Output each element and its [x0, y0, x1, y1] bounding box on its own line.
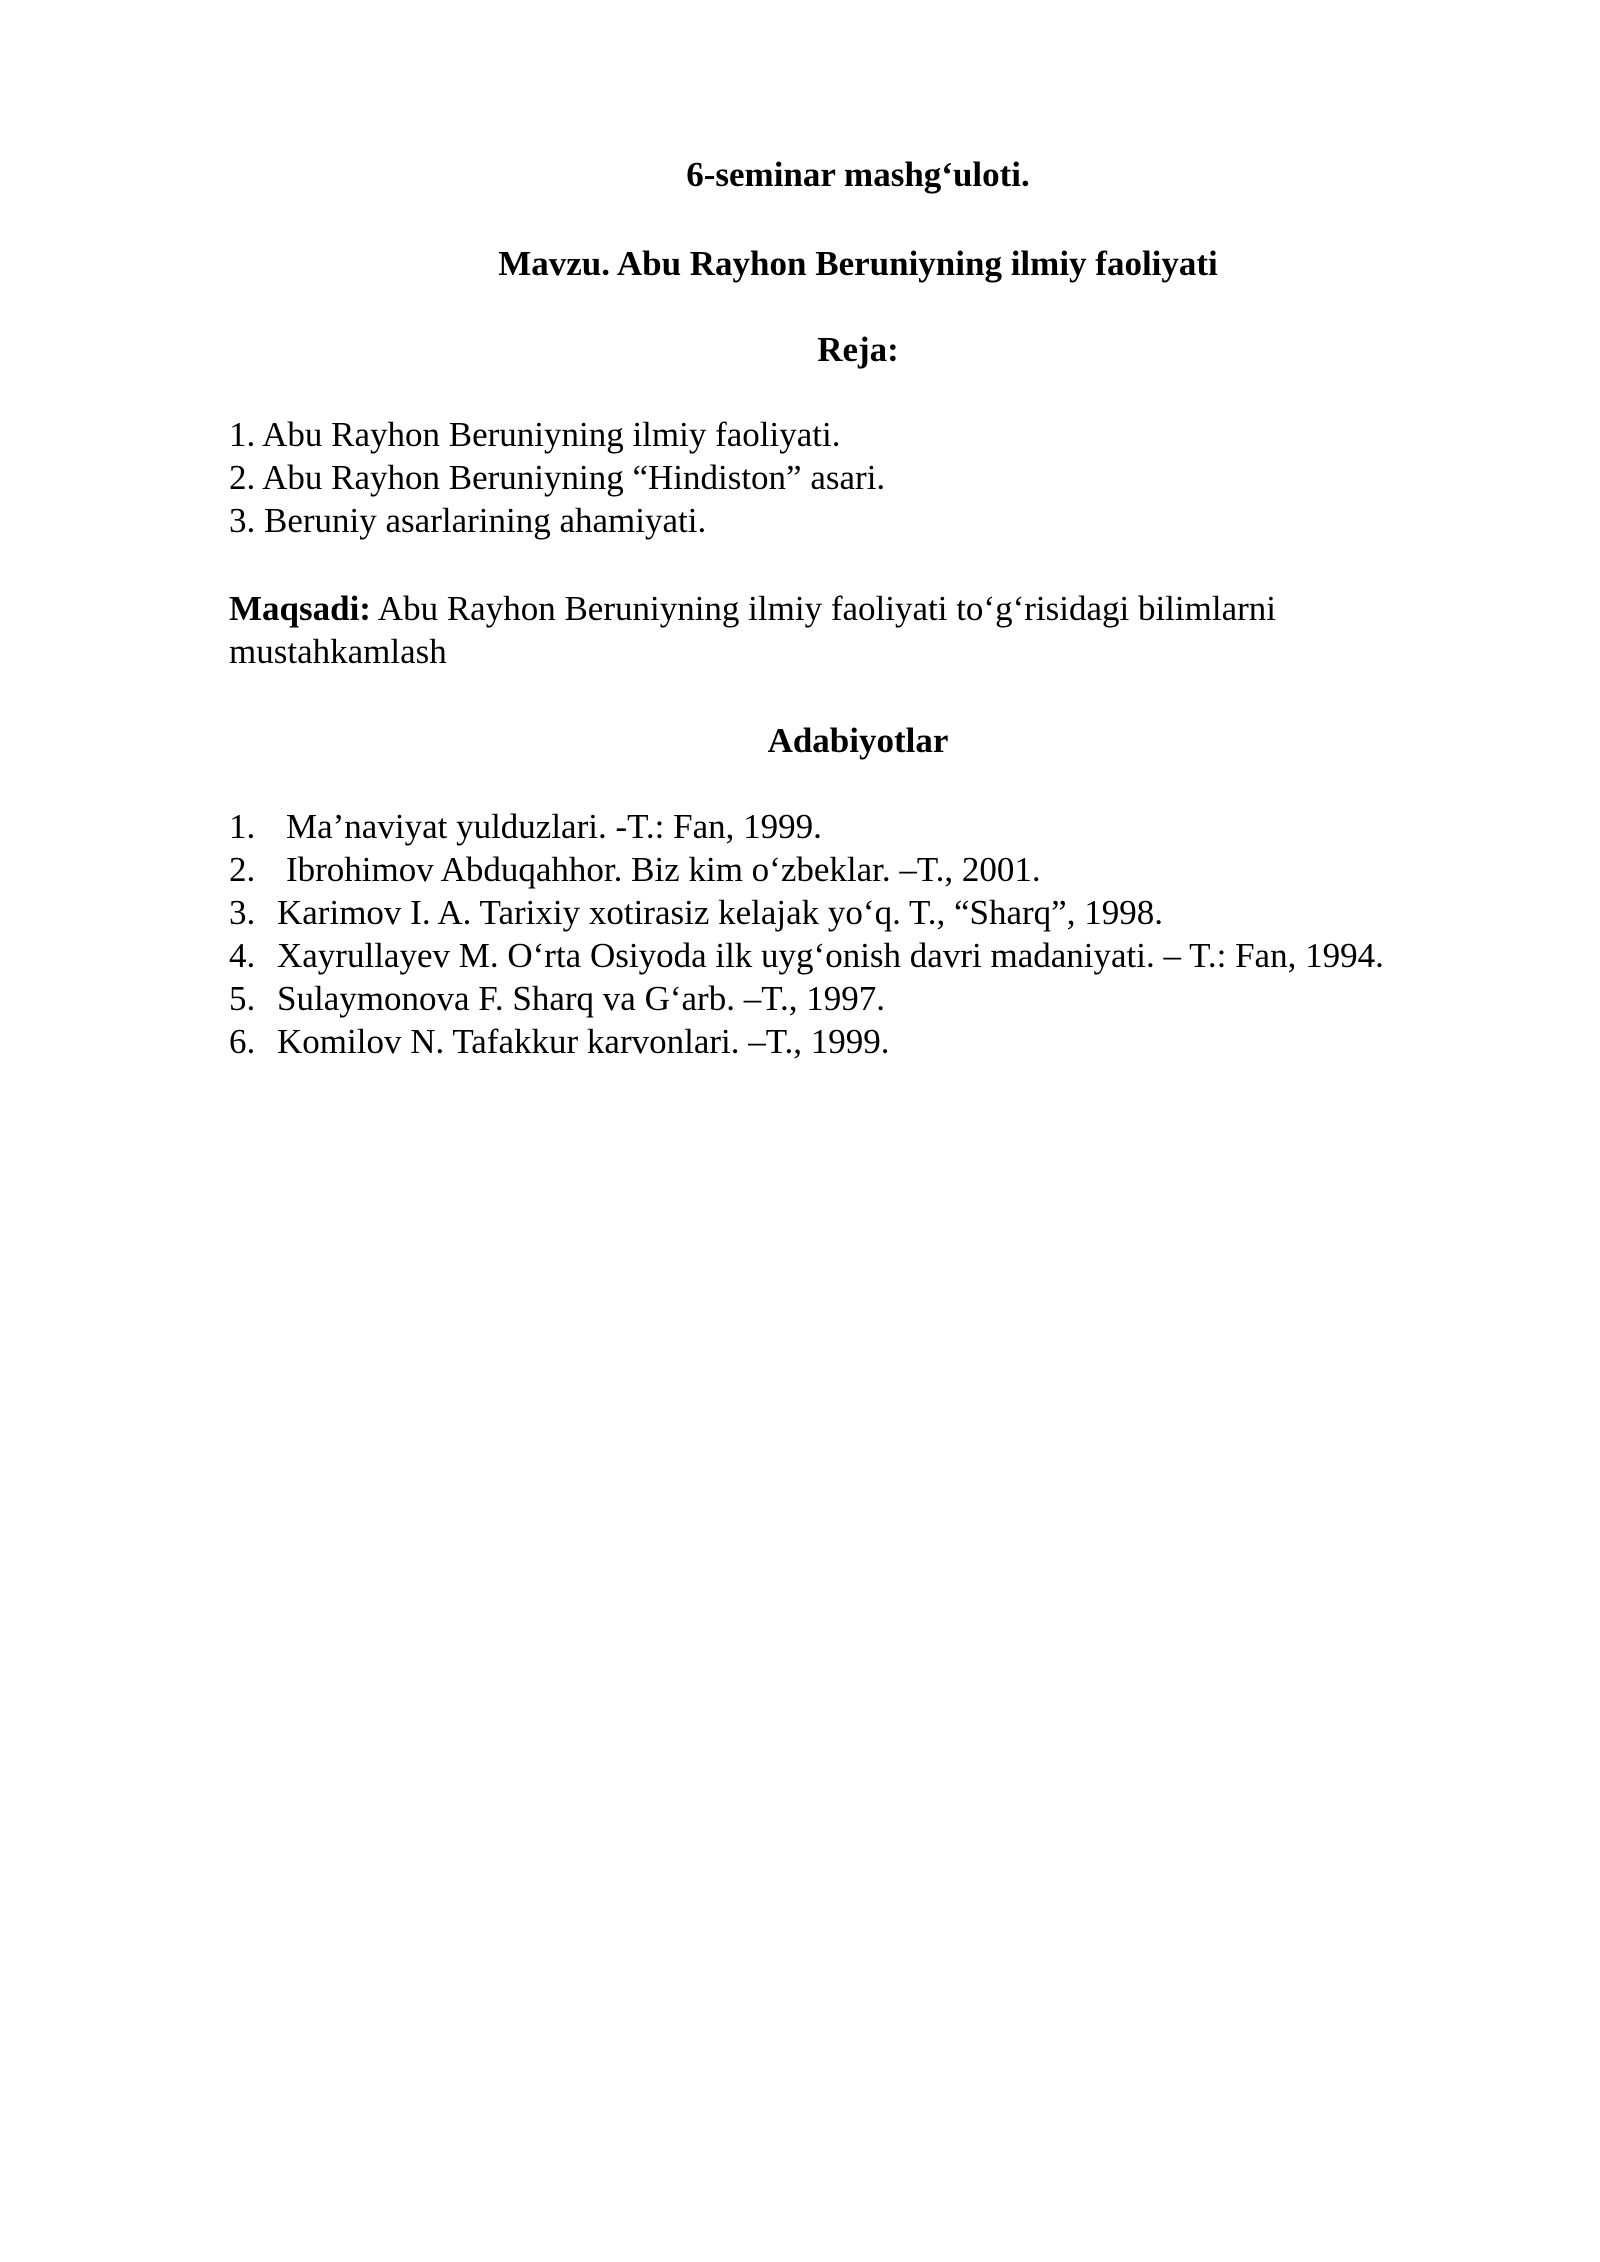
plan-item: 2. Abu Rayhon Beruniyning “Hindiston” asari.	[229, 458, 886, 497]
literature-text: Komilov N. Tafakkur karvonlari. –T., 1999.	[277, 1022, 890, 1061]
literature-number: 2.	[229, 850, 256, 889]
literature-item	[229, 1020, 1384, 1063]
literature-item	[229, 848, 1384, 891]
goal-paragraph	[229, 587, 1489, 673]
literature-item	[229, 934, 1384, 977]
literature-number: 1.	[229, 807, 256, 846]
literature-text: Ma’naviyat yulduzlari. -T.: Fan, 1999.	[286, 807, 822, 846]
literature-item	[229, 891, 1384, 934]
plan-item: 1. Abu Rayhon Beruniyning ilmiy faoliyati.	[229, 415, 841, 454]
seminar-title: 6-seminar mashg‘uloti.	[686, 155, 1030, 194]
literature-list	[229, 805, 1384, 1063]
literature-item	[229, 977, 1384, 1020]
literature-text: Xayrullayev M. O‘rta Osiyoda ilk uyg‘onish davri madaniyati. – T.: Fan, 1994.	[277, 936, 1384, 975]
literature-number: 5.	[229, 979, 256, 1018]
literature-heading: Adabiyotlar	[767, 721, 949, 760]
plan-list	[229, 413, 885, 542]
literature-number: 6.	[229, 1022, 256, 1061]
literature-number: 4.	[229, 936, 256, 975]
plan-item: 3. Beruniy asarlarining ahamiyati.	[229, 501, 707, 540]
goal-text: Abu Rayhon Beruniyning ilmiy faoliyati to‘g‘risidagi bilimlarni mustahkamlash	[229, 589, 1276, 671]
literature-text: Karimov I. A. Tarixiy xotirasiz kelajak yo‘q. T., “Sharq”, 1998.	[277, 893, 1163, 932]
literature-text: Sulaymonova F. Sharq va G‘arb. –T., 1997.	[277, 979, 885, 1018]
plan-heading: Reja:	[817, 330, 899, 369]
goal-label: Maqsadi:	[229, 589, 371, 628]
literature-text: Ibrohimov Abduqahhor. Biz kim o‘zbeklar. –T., 2001.	[286, 850, 1041, 889]
topic-heading: Mavzu. Abu Rayhon Beruniyning ilmiy faoliyati	[498, 244, 1218, 283]
literature-number: 3.	[229, 893, 256, 932]
literature-item	[229, 805, 1384, 848]
